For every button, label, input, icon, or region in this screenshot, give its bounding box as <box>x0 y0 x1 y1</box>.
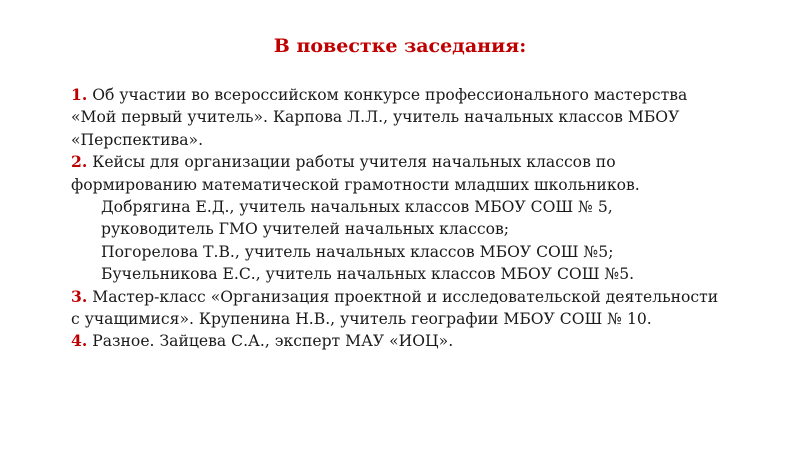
agenda-list <box>71 84 751 353</box>
agenda-item-4-number: 4. <box>71 331 88 351</box>
agenda-item-3-text-1: Мастер-класс «Организация проектной и исследовательской деятельности <box>92 287 719 306</box>
agenda-item-4-text-1: Разное. Зайцева С.А., эксперт МАУ «ИОЦ». <box>92 332 454 351</box>
agenda-item-2-speaker-2: руководитель ГМО учителей начальных классов; <box>101 220 509 239</box>
agenda-item-3-line-2: с учащимися». Крупенина Н.В., учитель географии МБОУ СОШ № 10. <box>71 310 652 329</box>
agenda-item-2-speaker-1: Добрягина Е.Д., учитель начальных классов МБОУ СОШ № 5, <box>101 198 613 217</box>
agenda-item-2-speaker-3: Погорелова Т.В., учитель начальных классов МБОУ СОШ №5; <box>101 242 614 261</box>
agenda-item-2-line-2: формированию математической грамотности младших школьников. <box>71 175 640 194</box>
agenda-item-1-line-3: «Перспектива». <box>71 130 204 149</box>
agenda-item-1-text-1: Об участии во всероссийском конкурсе профессионального мастерства <box>92 86 688 104</box>
agenda-item-2-text-1: Кейсы для организации работы учителя начальных классов по <box>92 153 616 172</box>
agenda-item-3-number: 3. <box>71 286 88 306</box>
slide-title: В повестке заседания: <box>273 35 527 57</box>
agenda-item-2-speaker-4: Бучельникова Е.С., учитель начальных классов МБОУ СОШ №5. <box>101 265 635 284</box>
agenda-item-4-line-1 <box>71 330 751 352</box>
agenda-item-1-number: 1. <box>71 85 88 104</box>
agenda-item-3-line-1 <box>71 286 751 308</box>
agenda-item-2-line-1 <box>71 151 751 173</box>
agenda-item-1-line-2: «Мой первый учитель». Карпова Л.Л., учитель начальных классов МБОУ <box>71 108 680 127</box>
agenda-item-2-number: 2. <box>71 152 88 172</box>
agenda-item-1-line-1 <box>71 84 751 106</box>
